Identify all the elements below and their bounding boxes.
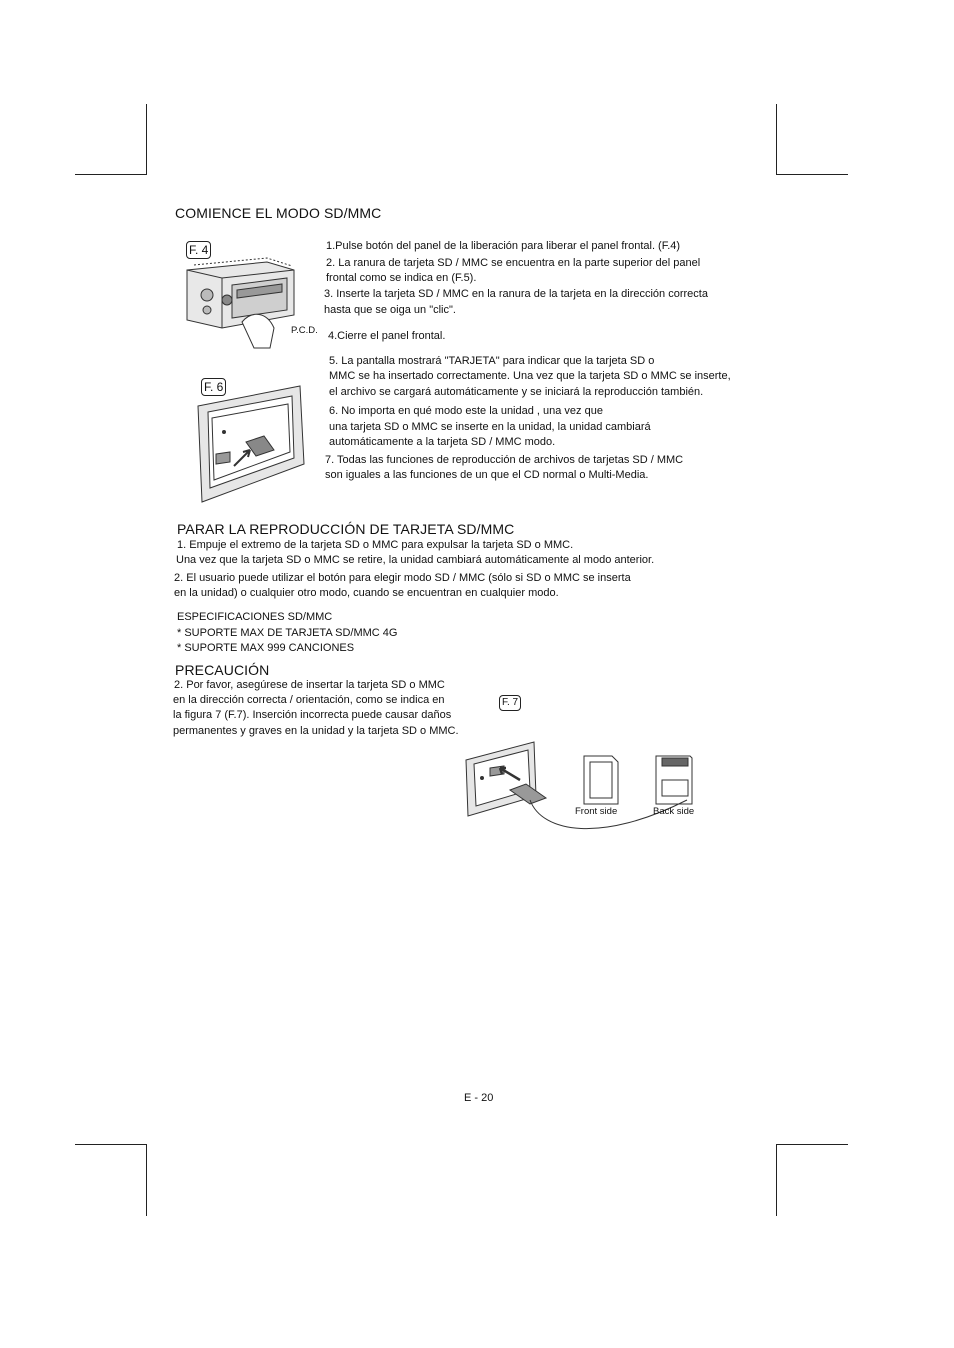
fig7-illustration bbox=[462, 738, 702, 842]
instruction-line: MMC se ha insertado correctamente. Una vez que la tarjeta SD o MMC se inserte, bbox=[329, 370, 731, 382]
page-number: E - 20 bbox=[464, 1092, 494, 1104]
section-heading-stop-playback: PARAR LA REPRODUCCIÓN DE TARJETA SD/MMC bbox=[177, 521, 515, 537]
instruction-line: en la unidad) o cualquier otro modo, cuando se encuentran en cualquier modo. bbox=[174, 587, 559, 599]
instruction-line: hasta que se oiga un "clic". bbox=[324, 304, 456, 316]
caution-line: la figura 7 (F.7). Inserción incorrecta puede causar daños bbox=[173, 709, 452, 721]
crop-mark bbox=[75, 174, 147, 175]
caution-line: 2. Por favor, asegúrese de insertar la tarjeta SD o MMC bbox=[174, 679, 445, 691]
crop-mark bbox=[776, 1144, 848, 1145]
instruction-line: 2. El usuario puede utilizar el botón para elegir modo SD / MMC (sólo si SD o MMC se inserta bbox=[174, 572, 631, 584]
instruction-line: Una vez que la tarjeta SD o MMC se retire, la unidad cambiará automáticamente al modo anterior. bbox=[176, 554, 655, 566]
instruction-line: 4.Cierre el panel frontal. bbox=[328, 330, 446, 342]
spec-line: * SUPORTE MAX DE TARJETA SD/MMC 4G bbox=[177, 627, 398, 639]
crop-mark bbox=[146, 1144, 147, 1216]
instruction-line: 2. La ranura de tarjeta SD / MMC se encuentra en la parte superior del panel bbox=[326, 257, 701, 269]
instruction-line: 1. Empuje el extremo de la tarjeta SD o MMC para expulsar la tarjeta SD o MMC. bbox=[177, 539, 574, 551]
crop-mark bbox=[75, 1144, 147, 1145]
fig6-label: F. 6 bbox=[201, 378, 226, 396]
instruction-line: son iguales a las funciones de un que el CD normal o Multi-Media. bbox=[325, 469, 649, 481]
instruction-line: el archivo se cargará automáticamente y se iniciará la reproducción también. bbox=[329, 386, 704, 398]
pcd-label: P.C.D. bbox=[291, 325, 318, 336]
spec-line: ESPECIFICACIONES SD/MMC bbox=[177, 611, 333, 623]
instruction-line: 7. Todas las funciones de reproducción de archivos de tarjetas SD / MMC bbox=[325, 454, 684, 466]
fig4-label: F. 4 bbox=[186, 241, 211, 259]
instruction-line: una tarjeta SD o MMC se inserte en la unidad, la unidad cambiará bbox=[329, 421, 651, 433]
instruction-line: 1.Pulse botón del panel de la liberación para liberar el panel frontal. (F.4) bbox=[326, 240, 681, 252]
section-heading-caution: PRECAUCIÓN bbox=[175, 662, 270, 678]
front-side-label: Front side bbox=[575, 806, 618, 817]
crop-mark bbox=[776, 104, 777, 175]
instruction-line: 3. Inserte la tarjeta SD / MMC en la ranura de la tarjeta en la dirección correcta bbox=[324, 288, 708, 300]
caution-line: en la dirección correcta / orientación, como se indica en bbox=[173, 694, 445, 706]
section-heading-sd-mmc: COMIENCE EL MODO SD/MMC bbox=[175, 205, 382, 221]
crop-mark bbox=[776, 174, 848, 175]
instruction-line: 5. La pantalla mostrará "TARJETA" para indicar que la tarjeta SD o bbox=[329, 355, 655, 367]
back-side-label: Back side bbox=[653, 806, 695, 817]
instruction-line: automáticamente a la tarjeta SD / MMC modo. bbox=[329, 436, 556, 448]
instruction-line: frontal como se indica en (F.5). bbox=[326, 272, 477, 284]
spec-line: * SUPORTE MAX 999 CANCIONES bbox=[177, 642, 355, 654]
instruction-line: 6. No importa en qué modo este la unidad , una vez que bbox=[329, 405, 603, 417]
caution-line: permanentes y graves en la unidad y la tarjeta SD o MMC. bbox=[173, 725, 459, 737]
crop-mark bbox=[146, 104, 147, 175]
crop-mark bbox=[776, 1144, 777, 1216]
fig6-illustration bbox=[196, 384, 308, 504]
fig7-label: F. 7 bbox=[499, 695, 521, 711]
